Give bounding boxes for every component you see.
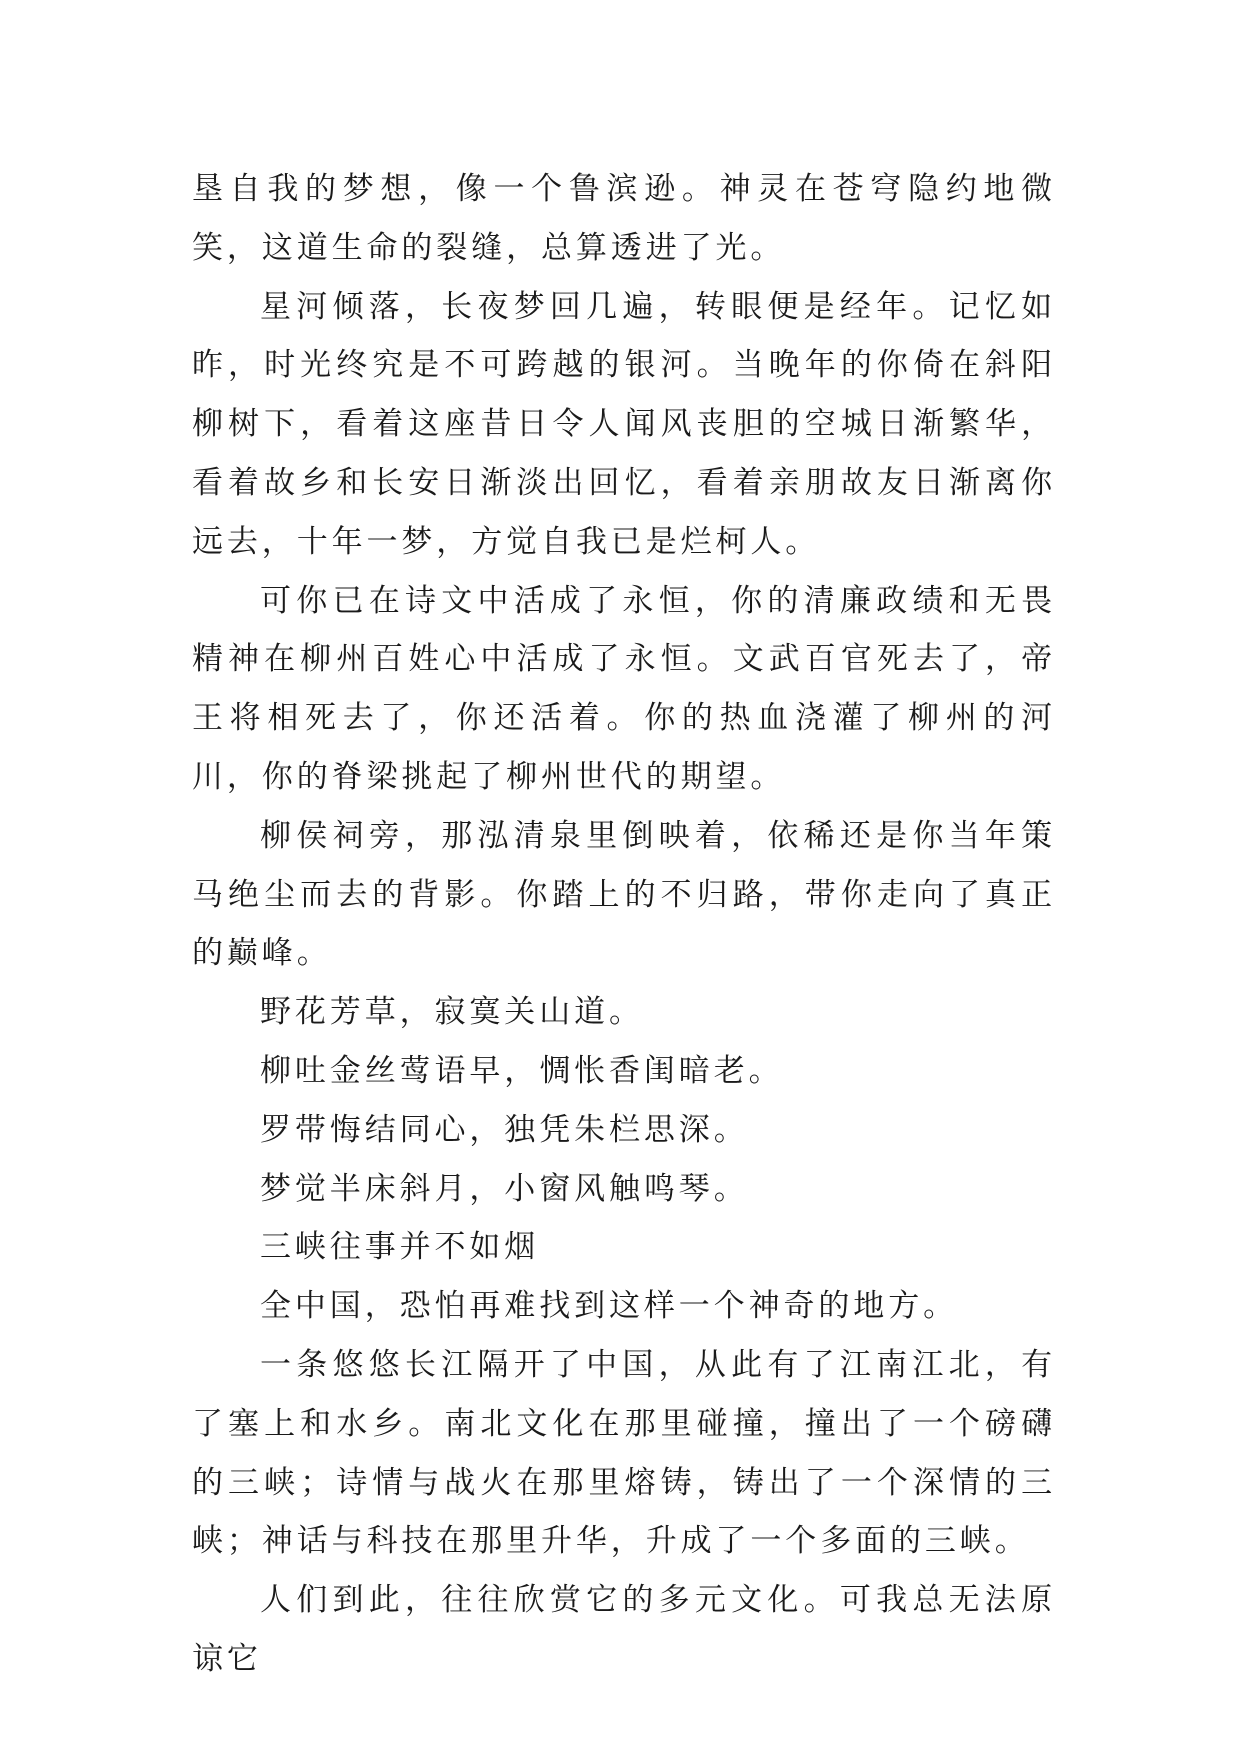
verse-line: 梦觉半床斜月，小窗风触鸣琴。: [260, 1170, 749, 1207]
section-title: 三峡往事并不如烟: [260, 1229, 540, 1266]
paragraph: 可你已在诗文中活成了永恒，你的清廉政绩和无畏精神在柳州百姓心中活成了永恒。文武百官死去了，帝王将相死去了，你还活着。你的热血浇灌了柳州的河川，你的脊梁挑起了柳州世代的期望。: [192, 582, 1056, 795]
paragraph: 一条悠悠长江隔开了中国，从此有了江南江北，有了塞上和水乡。南北文化在那里碰撞，撞出了一个磅礴的三峡；诗情与战火在那里熔铸，铸出了一个深情的三峡；神话与科技在那里升华，升成了一个多面的三峡。: [192, 1346, 1056, 1560]
paragraph: 全中国，恐怕再难找到这样一个神奇的地方。: [260, 1288, 958, 1325]
verse-line: 柳吐金丝莺语早，惆怅香闺暗老。: [260, 1052, 784, 1089]
paragraph: 星河倾落，长夜梦回几遍，转眼便是经年。记忆如昨，时光终究是不可跨越的银河。当晚年的你倚在斜阳柳树下，看着这座昔日令人闻风丧胆的空城日渐繁华，看着故乡和长安日渐淡出回忆，看着亲朋故友日渐离你远去，十年一梦，方觉自我已是烂柯人。: [192, 288, 1056, 560]
paragraph: 柳侯祠旁，那泓清泉里倒映着，依稀还是你当年策马绝尘而去的背影。你踏上的不归路，带你走向了真正的巅峰。: [192, 817, 1056, 972]
verse-line: 罗带悔结同心，独凭朱栏思深。: [260, 1111, 749, 1148]
paragraph: 人们到此，往往欣赏它的多元文化。可我总无法原谅它: [192, 1582, 1056, 1677]
paragraph-continuation: 垦自我的梦想，像一个鲁滨逊。神灵在苍穹隐约地微笑，这道生命的裂缝，总算透进了光。: [192, 171, 1056, 266]
verse-line: 野花芳草，寂寞关山道。: [260, 994, 644, 1031]
document-body: [192, 160, 1056, 1689]
